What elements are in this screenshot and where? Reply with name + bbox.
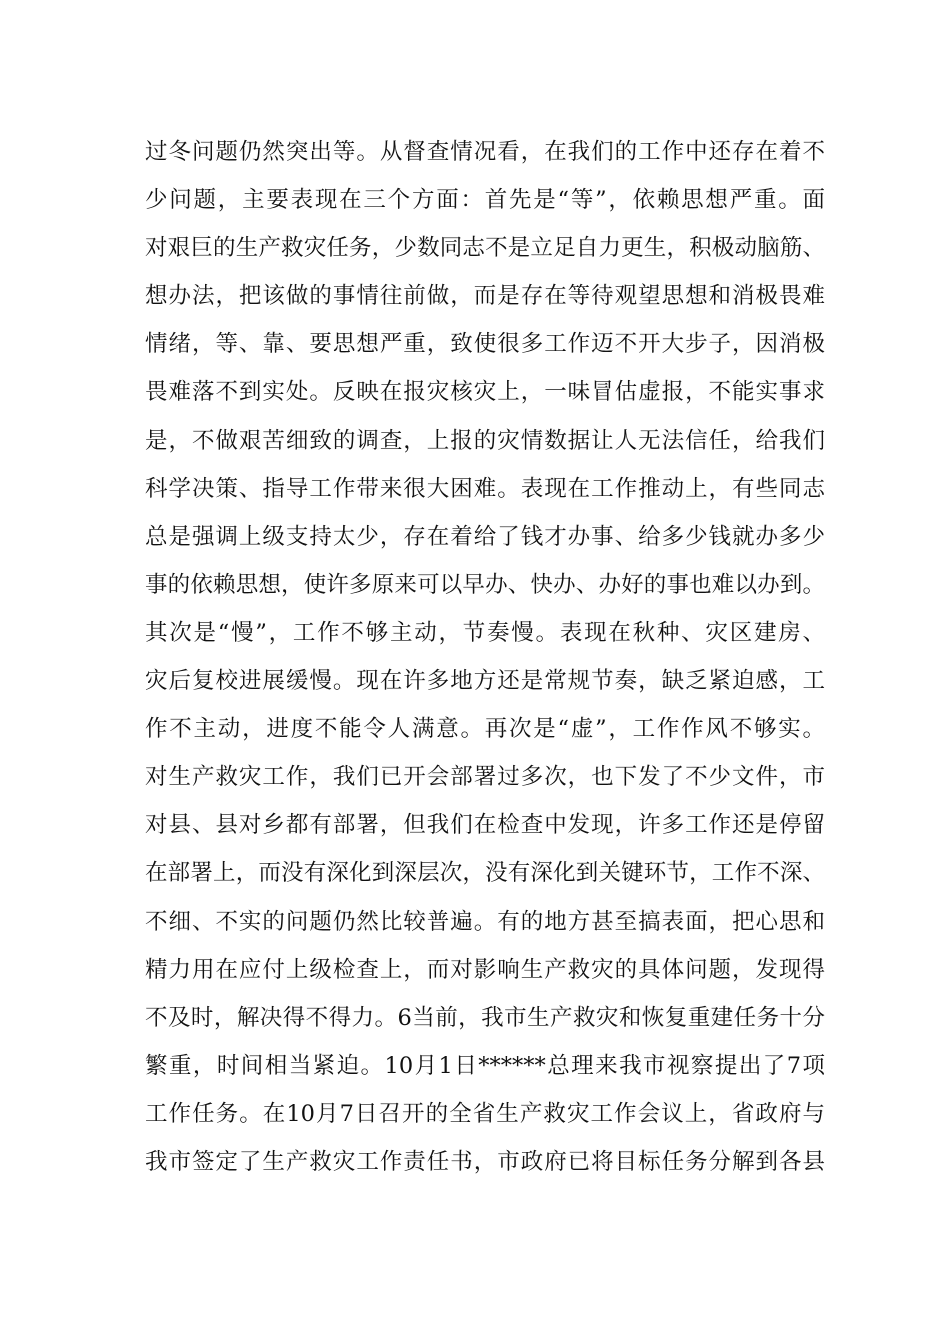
text-line-15: 对县、县对乡都有部署，但我们在检查中发现，许多工作还是停留 bbox=[145, 812, 825, 839]
text-line-13: 作不主动，进度不能令人满意。再次是“虚”，工作作风不够实。 bbox=[145, 716, 825, 743]
text-line-14: 对生产救灾工作，我们已开会部署过多次，也下发了不少文件，市 bbox=[145, 764, 825, 791]
text-line-8: 科学决策、指导工作带来很大困难。表现在工作推动上，有些同志 bbox=[145, 475, 825, 502]
text-line-11: 其次是“慢”，工作不够主动，节奏慢。表现在秋种、灾区建房、 bbox=[145, 619, 825, 646]
text-line-4: 想办法，把该做的事情往前做，而是存在等待观望思想和消极畏难 bbox=[145, 283, 825, 310]
text-line-19: 不及时，解决得不得力。6当前，我市生产救灾和恢复重建任务十分 bbox=[145, 1004, 825, 1031]
text-line-3: 对艰巨的生产救灾任务，少数同志不是立足自力更生，积极动脑筋、 bbox=[145, 235, 825, 262]
text-line-9: 总是强调上级支持太少，存在着给了钱才办事、给多少钱就办多少 bbox=[145, 523, 825, 550]
text-line-18: 精力用在应付上级检查上，而对影响生产救灾的具体问题，发现得 bbox=[145, 956, 825, 983]
text-line-21: 工作任务。在10月7日召开的全省生产救灾工作会议上，省政府与 bbox=[145, 1100, 825, 1127]
text-line-16: 在部署上，而没有深化到深层次，没有深化到关键环节，工作不深、 bbox=[145, 860, 825, 887]
text-line-12: 灾后复校进展缓慢。现在许多地方还是常规节奏，缺乏紧迫感，工 bbox=[145, 668, 825, 695]
text-line-20: 繁重，时间相当紧迫。10月1日******总理来我市视察提出了7项 bbox=[145, 1052, 825, 1079]
text-line-10: 事的依赖思想，使许多原来可以早办、快办、办好的事也难以办到。 bbox=[145, 571, 825, 598]
text-line-1: 过冬问题仍然突出等。从督查情况看，在我们的工作中还存在着不 bbox=[145, 139, 825, 165]
text-line-17: 不细、不实的问题仍然比较普遍。有的地方甚至搞表面，把心思和 bbox=[145, 908, 825, 935]
text-line-7: 是，不做艰苦细致的调查，上报的灾情数据让人无法信任，给我们 bbox=[145, 427, 825, 454]
body-text bbox=[145, 128, 825, 1186]
text-line-5: 情绪，等、靠、要思想严重，致使很多工作迈不开大步子，因消极 bbox=[145, 331, 825, 358]
text-line-22: 我市签定了生产救灾工作责任书，市政府已将目标任务分解到各县 bbox=[145, 1148, 825, 1175]
text-line-2: 少问题，主要表现在三个方面：首先是“等”，依赖思想严重。面 bbox=[145, 187, 825, 214]
text-line-6: 畏难落不到实处。反映在报灾核灾上，一味冒估虚报，不能实事求 bbox=[145, 379, 825, 406]
